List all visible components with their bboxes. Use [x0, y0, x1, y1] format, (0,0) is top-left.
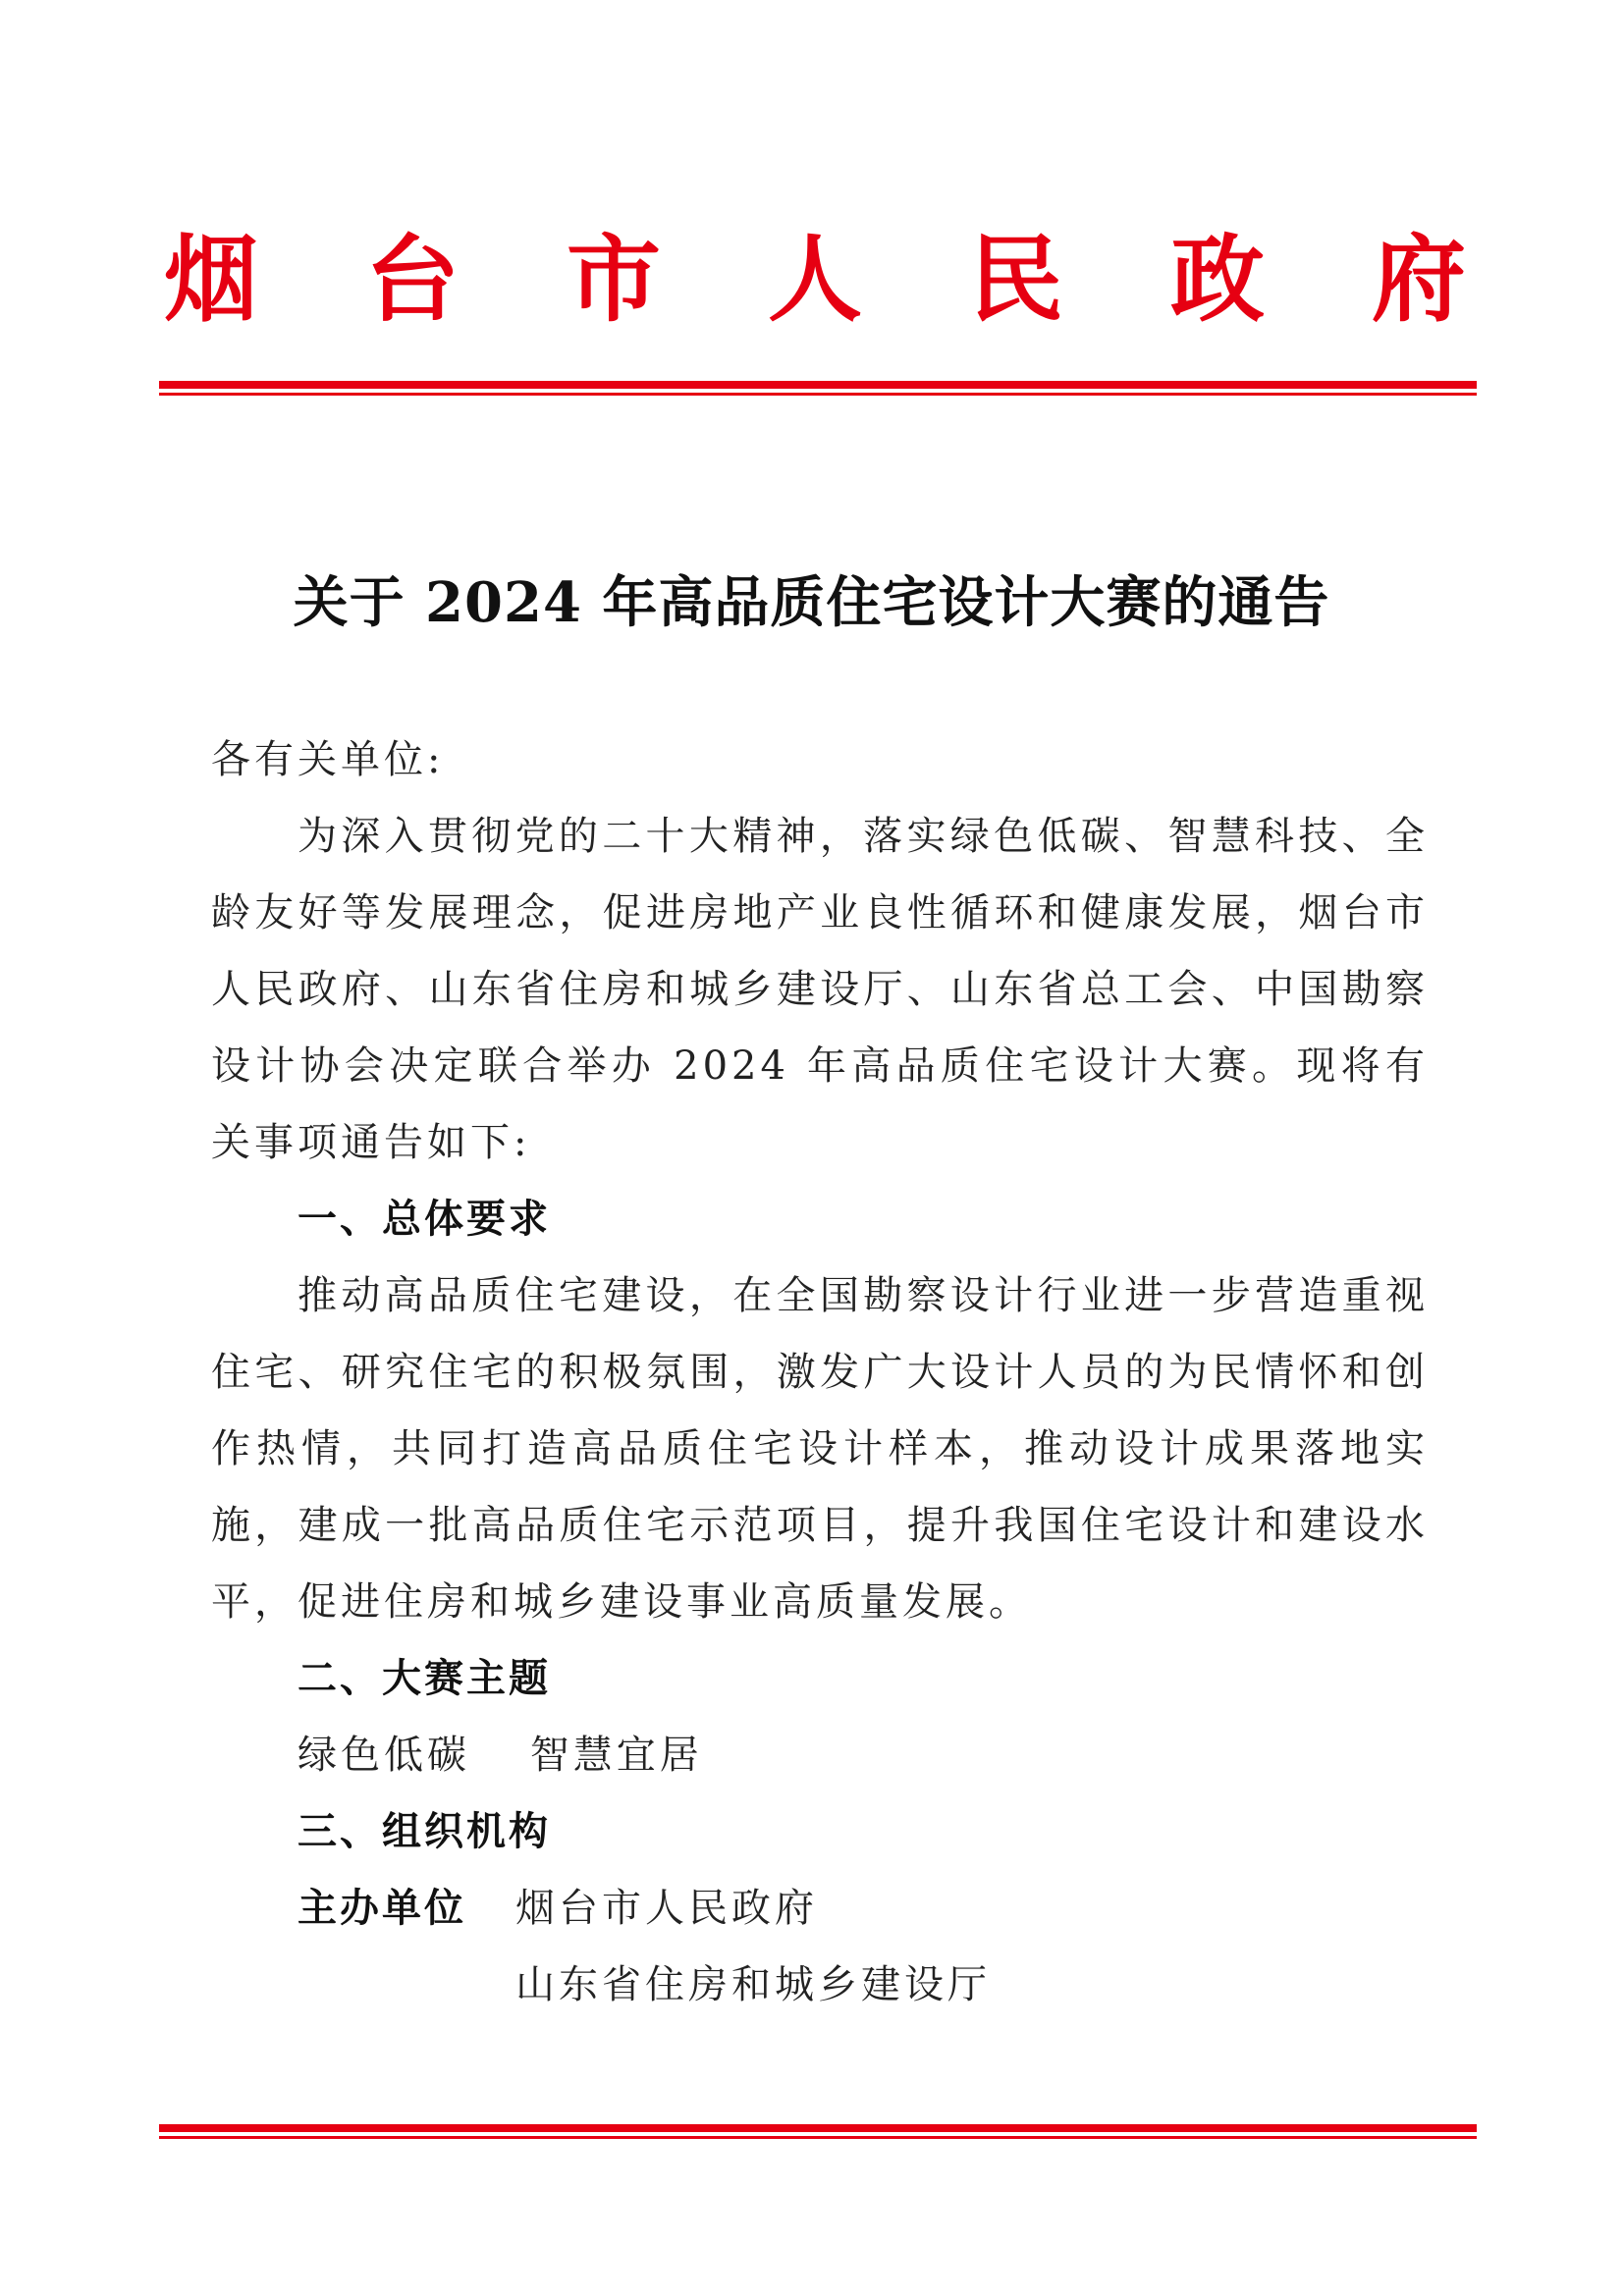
header-char: 人	[768, 224, 862, 335]
section-heading-organization: 三、组织机构	[298, 1809, 551, 1854]
host-item: 山东省住房和城乡建设厅	[515, 1962, 991, 2007]
section-heading-general-requirements: 一、总体要求	[298, 1197, 551, 1242]
header-char: 烟	[164, 224, 258, 335]
theme-item: 智慧宜居	[529, 1733, 703, 1778]
footer-red-rule	[159, 2124, 1477, 2139]
header-char: 民	[969, 224, 1063, 335]
theme-line	[298, 1717, 746, 1793]
theme-item: 绿色低碳	[298, 1733, 470, 1778]
host-item: 烟台市人民政府	[515, 1886, 818, 1931]
rule-thin-line	[159, 2136, 1477, 2139]
rule-thick-line	[159, 2124, 1477, 2132]
header-char: 台	[365, 224, 460, 335]
intro-paragraph: 为深入贯彻党的二十大精神，落实绿色低碳、智慧科技、全龄友好等发展理念，促进房地产业良性循环和健康发展，烟台市人民政府、山东省住房和城乡建设厅、山东省总工会、中国勘察设计协会决定联合举办 2024 年高品质住宅设计大赛。现将有关事项通告如下:	[211, 814, 1429, 1165]
host-list	[515, 1870, 991, 2023]
header-char: 政	[1170, 224, 1265, 335]
header-char: 府	[1372, 224, 1466, 335]
issuing-authority-header	[157, 221, 1473, 339]
salutation: 各有关单位:	[211, 737, 445, 782]
header-char: 市	[567, 224, 661, 335]
general-requirements-paragraph: 推动高品质住宅建设，在全国勘察设计行业进一步营造重视住宅、研究住宅的积极氛围，激发广大设计人员的为民情怀和创作热情，共同打造高品质住宅设计样本，推动设计成果落地实施，建成一批高品质住宅示范项目，提升我国住宅设计和建设水平，促进住房和城乡建设事业高质量发展。	[211, 1273, 1429, 1625]
section-heading-theme: 二、大赛主题	[298, 1656, 551, 1701]
rule-thick-line	[159, 381, 1477, 389]
rule-thin-line	[159, 393, 1477, 396]
host-label: 主办单位	[298, 1886, 466, 1931]
document-title: 关于 2024 年高品质住宅设计大赛的通告	[293, 570, 1330, 635]
header-red-rule	[159, 381, 1477, 396]
